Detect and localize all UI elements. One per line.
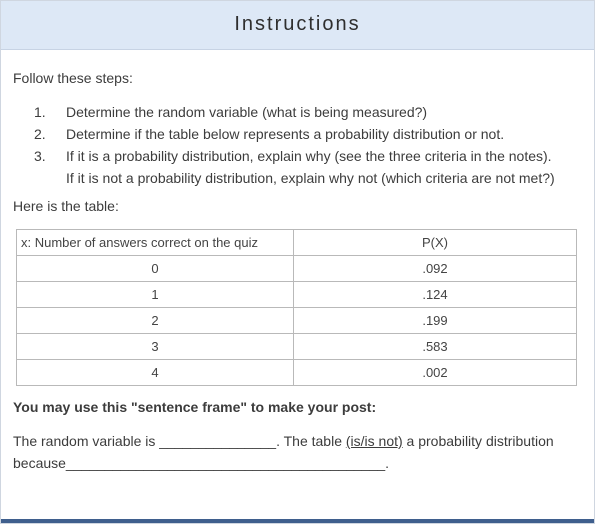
cell-x: 2 <box>17 308 294 334</box>
step-number: 1. <box>34 104 46 120</box>
step-text <box>50 145 555 189</box>
step-text: Determine the random variable (what is being measured?) <box>66 104 428 120</box>
steps-list <box>13 101 582 189</box>
table-header-row <box>17 230 577 256</box>
cell-x: 0 <box>17 256 294 282</box>
sentence-text: The random variable is _______________. The table <box>13 433 346 449</box>
panel-content <box>1 69 594 474</box>
step-text: Determine if the table below represents a probability distribution or not. <box>66 126 505 142</box>
table-row <box>17 360 577 386</box>
step-text-line: If it is a probability distribution, explain why (see the three criteria in the notes). <box>66 148 552 164</box>
table-row <box>17 308 577 334</box>
footer-divider <box>1 519 594 523</box>
list-item <box>34 101 582 123</box>
step-text-line: If it is not a probability distribution, explain why not (which criteria are not met?) <box>66 170 555 186</box>
table-row <box>17 282 577 308</box>
sentence-text: because_________________________________________. <box>13 455 390 471</box>
cell-px: .002 <box>294 360 577 386</box>
probability-table <box>16 229 577 386</box>
step-number: 3. <box>34 148 46 164</box>
table-row <box>17 334 577 360</box>
panel-title: Instructions <box>234 13 361 35</box>
cell-px: .092 <box>294 256 577 282</box>
cell-px: .583 <box>294 334 577 360</box>
cell-px: .124 <box>294 282 577 308</box>
sentence-frame <box>13 430 582 474</box>
table-row <box>17 256 577 282</box>
cell-x: 3 <box>17 334 294 360</box>
sentence-text: a probability distribution <box>402 433 554 449</box>
table-intro: Here is the table: <box>13 198 119 214</box>
list-item <box>34 123 582 145</box>
column-header-x: x: Number of answers correct on the quiz <box>17 230 294 256</box>
sentence-frame-title: You may use this "sentence frame" to make your post: <box>13 399 377 415</box>
panel-header <box>1 1 594 50</box>
cell-x: 1 <box>17 282 294 308</box>
list-item <box>34 145 582 189</box>
intro-text: Follow these steps: <box>13 70 133 86</box>
cell-px: .199 <box>294 308 577 334</box>
sentence-choice: (is/is not) <box>345 433 403 449</box>
cell-x: 4 <box>17 360 294 386</box>
step-number: 2. <box>34 126 46 142</box>
column-header-px: P(X) <box>294 230 577 256</box>
